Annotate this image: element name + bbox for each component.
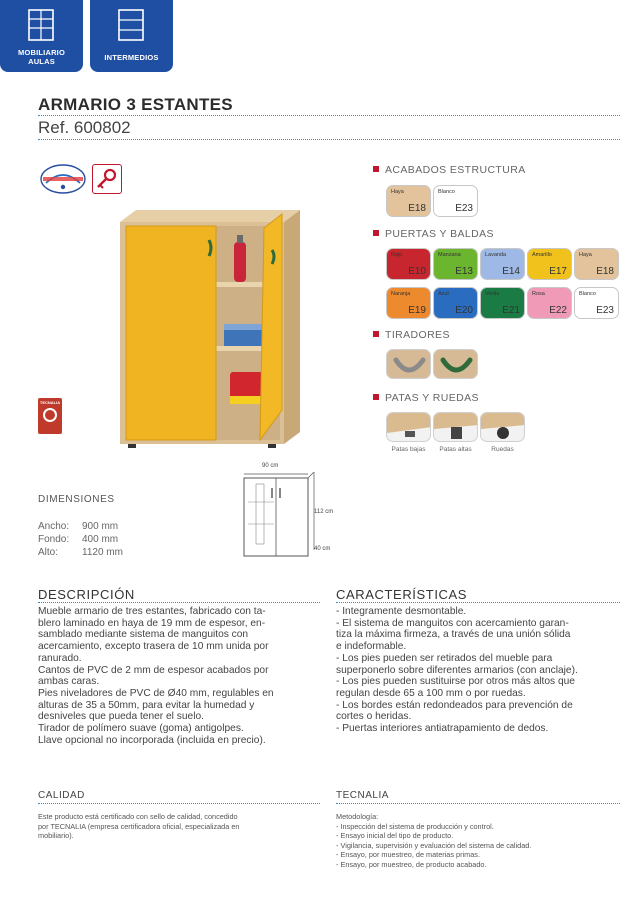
quality-body — [38, 812, 323, 841]
drawers-icon — [117, 8, 145, 42]
text-line: blero laminado en haya de 19 mm de espesor, en- — [38, 617, 266, 629]
product-image — [112, 200, 312, 462]
text-line: mobiliario). — [38, 831, 74, 841]
bullet-icon — [373, 166, 379, 172]
leg-option-low[interactable] — [386, 412, 431, 442]
text-line: ranurado. — [38, 652, 82, 664]
text-line: - Inspección del sistema de producción y control. — [336, 821, 494, 831]
swatch-code: E18 — [408, 203, 426, 214]
swatch-code: E21 — [502, 305, 520, 316]
text-line: Tirador de polímero suave (goma) antigolpes. — [38, 723, 244, 735]
swatch-name: Blanco — [438, 189, 455, 195]
text-line: alturas de 35 a 50mm, para evitar la humedad y — [38, 699, 255, 711]
swatch-name: Verde — [485, 291, 500, 297]
dimension-row — [38, 521, 119, 532]
swatch-name: Naranja — [391, 291, 411, 297]
features-rule — [336, 602, 620, 603]
tecnalia-badge-text: TECNALIA — [39, 400, 61, 405]
text-line: - Los bordes están redondeados para prevención de — [336, 699, 573, 711]
swatch-code: E18 — [596, 266, 614, 277]
diagram-depth-label: 40 cm — [314, 546, 331, 552]
color-swatch[interactable] — [527, 287, 572, 319]
swatch-code: E23 — [596, 305, 614, 316]
text-line: - El sistema de manguitos con acercamiento garan- — [336, 617, 569, 629]
leg-caption: Patas bajas — [391, 446, 426, 453]
description-rule — [38, 602, 320, 603]
swatch-name: Rojo — [391, 252, 403, 258]
diagram-width-label: 90 cm — [262, 463, 279, 469]
swatch-name: Manzana — [438, 252, 461, 258]
text-line: Mueble armario de tres estantes, fabricado con ta- — [38, 606, 266, 617]
swatch-code: E19 — [408, 305, 426, 316]
text-line: superponerlo sobre diferentes armarios (con anclaje). — [336, 664, 578, 676]
swatch-name: Lavanda — [485, 252, 507, 258]
color-swatch[interactable] — [480, 248, 525, 280]
color-swatch[interactable] — [433, 248, 478, 280]
legs-heading — [373, 392, 479, 404]
color-swatch[interactable] — [433, 287, 478, 319]
text-line: - Los pies pueden sustituirse por otros más altos que — [336, 676, 575, 688]
quality-rule — [38, 803, 320, 804]
text-line: - Vigilancia, supervisión y evaluación del sistema de calidad. — [336, 840, 532, 850]
reference-rule — [38, 139, 620, 140]
leg-caption: Ruedas — [491, 446, 514, 453]
text-line: - Puertas interiores antiatrapamiento de dedos. — [336, 723, 549, 735]
swatch-name: Azul — [438, 291, 449, 297]
text-line: desniveles que pueda tener el suelo. — [38, 711, 204, 723]
bullet-icon — [373, 394, 379, 400]
tab-intermedios[interactable] — [90, 0, 173, 72]
tab-label-line1: MOBILIARIO — [18, 48, 65, 57]
handles-heading — [373, 329, 450, 341]
handles-heading-text: TIRADORES — [385, 329, 450, 341]
key-icon — [92, 164, 122, 194]
features-heading: CARACTERÍSTICAS — [336, 587, 468, 602]
swatch-code: E10 — [408, 266, 426, 277]
dimension-label: Alto: — [38, 547, 59, 558]
title-rule — [38, 115, 620, 116]
text-line: - Los pies pueden ser retirados del mueble para — [336, 652, 553, 664]
dimension-label: Fondo: — [38, 534, 70, 545]
text-line: por TECNALIA (empresa certificadora oficial, especializada en — [38, 821, 240, 831]
product-title: ARMARIO 3 ESTANTES — [38, 95, 233, 114]
swatch-name: Blanco — [579, 291, 596, 297]
cabinet-icon — [27, 8, 55, 42]
tab-label-line1: INTERMEDIOS — [104, 53, 159, 62]
text-line: - Integramente desmontable. — [336, 606, 467, 617]
text-line: Cantos de PVC de 2 mm de espesor acabados por — [38, 664, 269, 676]
quality-seal-logo — [38, 163, 88, 195]
swatch-code: E20 — [455, 305, 473, 316]
tecnalia-badge — [38, 398, 62, 434]
diagram-height-label: 112 cm — [314, 509, 334, 515]
text-line: e indeformable. — [336, 641, 407, 653]
text-line: - Ensayo inicial del tipo de producto. — [336, 831, 454, 841]
color-swatch[interactable] — [574, 287, 619, 319]
leg-option-high[interactable] — [433, 412, 478, 442]
color-swatch[interactable] — [480, 287, 525, 319]
leg-caption: Patas altas — [439, 446, 472, 453]
handle-option-gray[interactable] — [386, 349, 431, 379]
swatch-code: E23 — [455, 203, 473, 214]
tecnalia-rule — [336, 803, 620, 804]
product-reference: Ref. 600802 — [38, 118, 131, 137]
description-body — [38, 606, 328, 746]
structure-heading — [373, 164, 526, 176]
tecnalia-body — [336, 812, 621, 870]
text-line: regulan desde 65 a 100 mm o por ruedas. — [336, 687, 526, 699]
doors-heading-text: PUERTAS Y BALDAS — [385, 228, 494, 240]
dimension-value: 1120 mm — [82, 547, 123, 558]
legs-heading-text: PATAS Y RUEDAS — [385, 392, 479, 404]
dimension-label: Ancho: — [38, 521, 70, 532]
color-swatch[interactable] — [386, 248, 431, 280]
color-swatch[interactable] — [574, 248, 619, 280]
dimension-value: 400 mm — [82, 534, 119, 545]
dimensions-heading: DIMENSIONES — [38, 494, 115, 505]
text-line: samblado mediante sistema de manguitos con — [38, 629, 249, 641]
text-line: ambas caras. — [38, 676, 100, 688]
handle-option-green[interactable] — [433, 349, 478, 379]
quality-heading: CALIDAD — [38, 790, 85, 801]
text-line: - Ensayo, por muestreo, de producto acabado. — [336, 859, 487, 869]
text-line: cortes o heridas. — [336, 711, 412, 723]
text-line: acercamiento, excepto trasera de 10 mm unida por — [38, 641, 269, 653]
swatch-name: Haya — [579, 252, 592, 258]
text-line: Pies niveladores de PVC de Ø40 mm, regulables en — [38, 687, 274, 699]
swatch-code: E22 — [549, 305, 567, 316]
swatch-name: Amarillo — [532, 252, 552, 258]
description-heading: DESCRIPCIÓN — [38, 587, 135, 602]
text-line: Metodología: — [336, 812, 379, 821]
swatch-name: Rosa — [532, 291, 545, 297]
swatch-code: E17 — [549, 266, 567, 277]
tecnalia-heading: TECNALIA — [336, 790, 389, 801]
color-swatch[interactable] — [386, 287, 431, 319]
color-swatch[interactable] — [527, 248, 572, 280]
text-line: - Ensayo, por muestreo, de materias primas. — [336, 850, 480, 860]
text-line: Llave opcional no incorporada (incluida en precio). — [38, 734, 266, 746]
color-swatch[interactable] — [433, 185, 478, 217]
swatch-name: Haya — [391, 189, 404, 195]
swatch-code: E14 — [502, 266, 520, 277]
bullet-icon — [373, 230, 379, 236]
features-body — [336, 606, 628, 735]
swatch-code: E13 — [455, 266, 473, 277]
structure-heading-text: ACABADOS ESTRUCTURA — [385, 164, 526, 176]
dimension-value: 900 mm — [82, 521, 119, 532]
color-swatch[interactable] — [386, 185, 431, 217]
leg-option-wheels[interactable] — [480, 412, 525, 442]
tab-mobiliario-aulas[interactable] — [0, 0, 83, 72]
tab-label-line2: AULAS — [28, 57, 55, 66]
doors-heading — [373, 228, 494, 240]
bullet-icon — [373, 331, 379, 337]
text-line: Este producto está certificado con sello de calidad, concedido — [38, 812, 238, 821]
dimension-row — [38, 534, 119, 545]
dimension-row — [38, 547, 123, 558]
text-line: tiza la máxima firmeza, a través de una unión sólida — [336, 629, 571, 641]
